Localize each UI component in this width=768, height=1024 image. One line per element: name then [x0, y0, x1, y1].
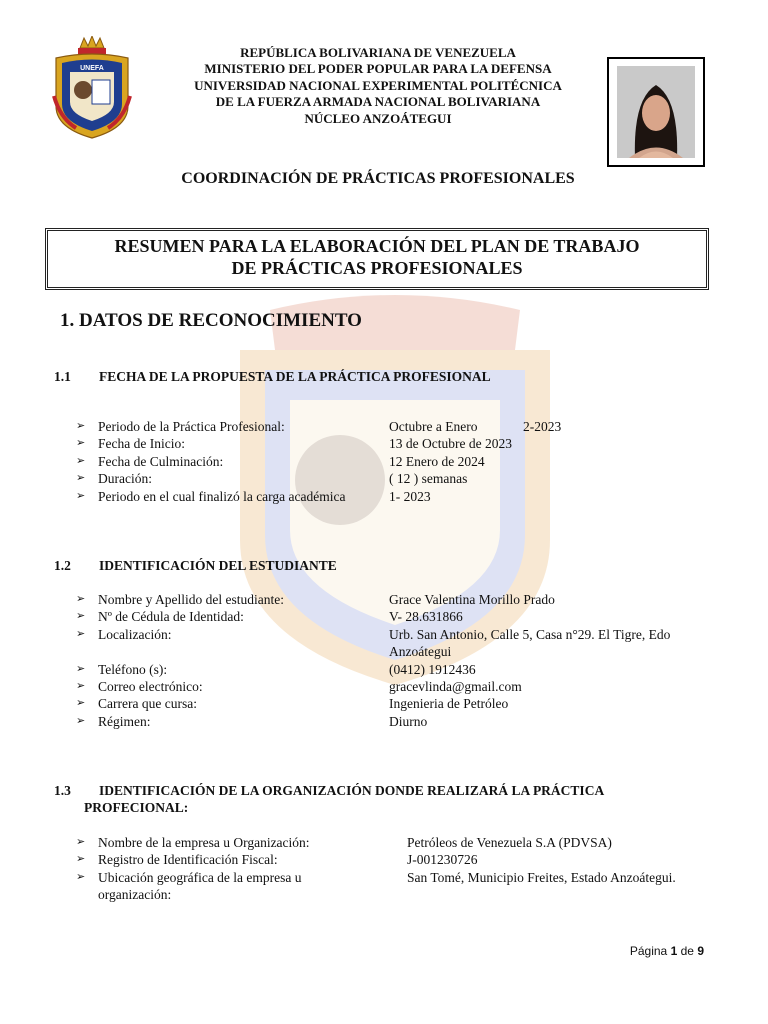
list-item [76, 436, 696, 453]
subsection-title-continuation: PROFECIONAL: [84, 800, 189, 815]
current-page: 1 [670, 944, 678, 958]
arrow-bullet-icon: ➢ [76, 489, 86, 502]
item-label: Régimen: [98, 713, 151, 729]
list-item [76, 852, 716, 869]
item-label: Periodo de la Práctica Profesional: [98, 419, 285, 434]
subsection-number: 1.1 [54, 369, 71, 384]
crest-logo-text: UNEFA [80, 65, 104, 72]
subsection-number: 1.3 [54, 783, 71, 798]
list-item [76, 696, 696, 713]
list-item [76, 627, 696, 644]
arrow-bullet-icon: ➢ [76, 870, 86, 883]
item-value: (0412) 1912436 [389, 661, 476, 677]
header-line: UNIVERSIDAD NACIONAL EXPERIMENTAL POLITÉCNICA [194, 77, 562, 93]
arrow-bullet-icon: ➢ [76, 697, 86, 710]
item-label-continuation: organización: [98, 887, 172, 903]
item-value: San Tomé, Municipio Freites, Estado Anzoátegui. [407, 869, 676, 885]
item-value: gracevlinda@gmail.com [389, 678, 522, 694]
header-line: NÚCLEO ANZOÁTEGUI [304, 110, 452, 126]
total-pages: 9 [697, 944, 704, 958]
page-word: Página [629, 944, 668, 958]
header-line: REPÚBLICA BOLIVARIANA DE VENEZUELA [240, 45, 516, 60]
arrow-bullet-icon: ➢ [76, 610, 86, 623]
item-value-continuation: Anzoátegui [389, 644, 452, 660]
coordination-heading: COORDINACIÓN DE PRÁCTICAS PROFESIONALES [181, 170, 575, 187]
arrow-bullet-icon: ➢ [76, 714, 86, 727]
arrow-bullet-icon: ➢ [76, 662, 86, 675]
arrow-bullet-icon: ➢ [76, 853, 86, 866]
unefa-crest-logo [52, 36, 132, 140]
item-label: Ubicación geográfica de la empresa u [98, 869, 302, 885]
item-value: ( 12 ) semanas [389, 471, 468, 487]
item-value: Urb. San Antonio, Calle 5, Casa n°29. El Tigre, Edo [389, 626, 671, 642]
subsection-heading [54, 783, 704, 819]
item-value: Petróleos de Venezuela S.A (PDVSA) [407, 835, 612, 850]
list-item [76, 679, 696, 696]
item-value: 13 de Octubre de 2023 [389, 436, 512, 452]
header-line: DE LA FUERZA ARMADA NACIONAL BOLIVARIANA [215, 94, 541, 110]
item-value: Ingenieria de Petróleo [389, 696, 509, 712]
item-value: Diurno [389, 713, 428, 729]
item-label: Teléfono (s): [98, 661, 168, 677]
list-item [76, 609, 696, 626]
arrow-bullet-icon: ➢ [76, 454, 86, 467]
subsection-title: IDENTIFICACIÓN DEL ESTUDIANTE [99, 558, 337, 573]
subsection-number: 1.2 [54, 558, 71, 573]
arrow-bullet-icon: ➢ [76, 437, 86, 450]
document-title-line: DE PRÁCTICAS PROFESIONALES [231, 258, 523, 278]
list-item [76, 592, 696, 609]
item-label: Carrera que cursa: [98, 696, 197, 712]
item-label: Registro de Identificación Fiscal: [98, 852, 278, 868]
document-title-line: RESUMEN PARA LA ELABORACIÓN DEL PLAN DE TRABAJO [114, 236, 640, 256]
item-label: Localización: [98, 626, 172, 642]
arrow-bullet-icon: ➢ [76, 627, 86, 640]
list-item [76, 835, 716, 852]
subsection-heading [54, 558, 704, 576]
item-label: Fecha de Culminación: [98, 453, 224, 469]
list-item [76, 471, 696, 488]
arrow-bullet-icon: ➢ [76, 420, 86, 432]
item-label: Periodo en el cual finalizó la carga académica [98, 488, 346, 504]
item-label: Duración: [98, 471, 152, 487]
item-label: Fecha de Inicio: [98, 436, 185, 452]
subsection-title: IDENTIFICACIÓN DE LA ORGANIZACIÓN DONDE REALIZARÁ LA PRÁCTICA [99, 783, 605, 798]
list-item [76, 870, 716, 887]
list-item [76, 419, 696, 436]
list-item [76, 714, 696, 731]
list-item [76, 489, 696, 506]
organization-info-list [76, 835, 716, 905]
list-item [76, 662, 696, 679]
institution-header [150, 45, 606, 127]
item-label: Nº de Cédula de Identidad: [98, 609, 244, 625]
item-value-period: 2-2023 [523, 419, 562, 434]
arrow-bullet-icon: ➢ [76, 593, 86, 605]
arrow-bullet-icon: ➢ [76, 472, 86, 485]
subsection-title: FECHA DE LA PROPUESTA DE LA PRÁCTICA PROFESIONAL [99, 369, 491, 384]
section-title: 1. DATOS DE RECONOCIMIENTO [60, 310, 362, 331]
item-label: Nombre de la empresa u Organización: [98, 835, 310, 850]
item-label: Correo electrónico: [98, 678, 203, 694]
item-value: J-001230726 [407, 852, 478, 868]
list-item [76, 454, 696, 471]
proposal-date-list [76, 419, 696, 506]
header-line: MINISTERIO DEL PODER POPULAR PARA LA DEFENSA [204, 61, 552, 77]
item-label: Nombre y Apellido del estudiante: [98, 592, 284, 607]
item-value: Octubre a Enero [389, 419, 478, 434]
subsection-heading [54, 369, 704, 387]
item-value: 12 Enero de 2024 [389, 453, 485, 469]
item-value: 1- 2023 [389, 488, 431, 504]
student-info-list [76, 592, 696, 731]
student-photo [607, 57, 705, 167]
document-title-box [45, 228, 709, 290]
arrow-bullet-icon: ➢ [76, 836, 86, 848]
page-number [630, 944, 704, 958]
list-item-continuation [76, 644, 696, 661]
item-value: V- 28.631866 [389, 609, 463, 625]
list-item-continuation [76, 887, 716, 904]
arrow-bullet-icon: ➢ [76, 679, 86, 692]
item-value: Grace Valentina Morillo Prado [389, 592, 555, 607]
of-word: de [680, 944, 694, 958]
